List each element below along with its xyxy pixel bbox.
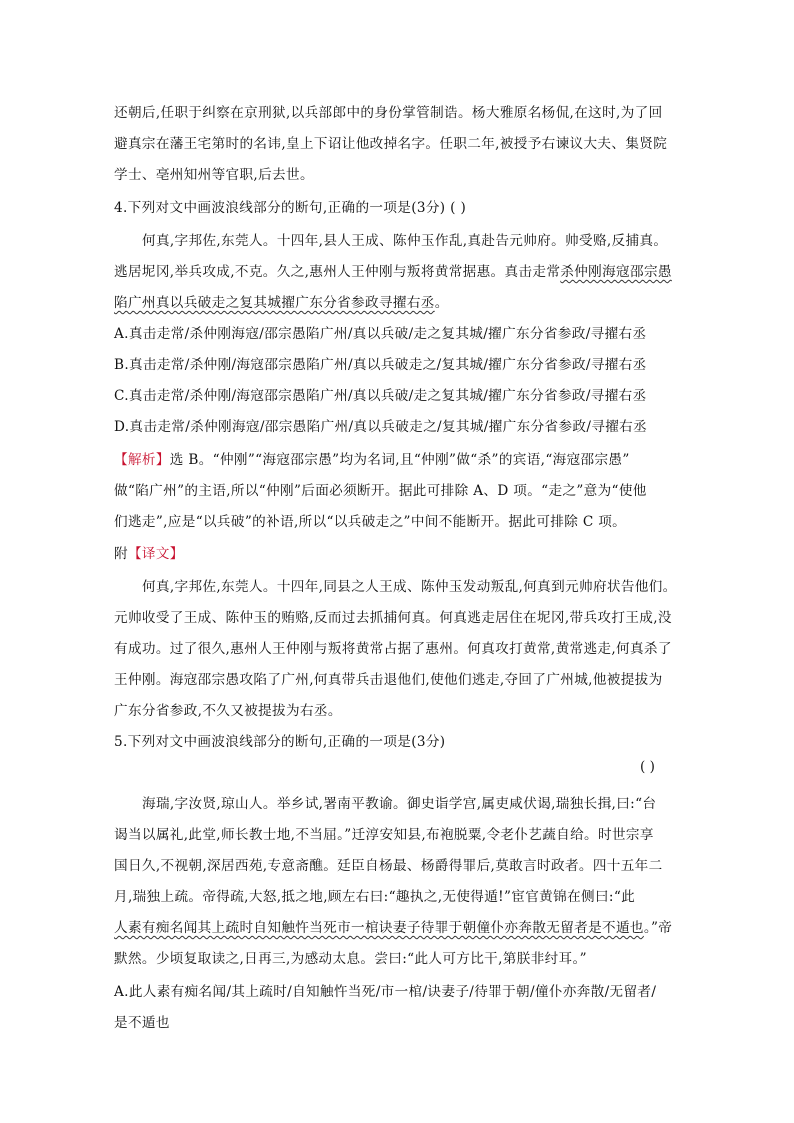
translation-line: 元帅收受了王成、陈仲玉的贿赂,反而过去抓捕何真。何真逃走居住在坭冈,带兵攻打王成,没 [114,610,672,626]
passage-line: 海瑞,字汝贤,琼山人。举乡试,署南平教谕。御史诣学宫,属吏咸伏谒,瑞独长揖,曰:“台 [142,796,657,812]
text-line: 避真宗在藩王宅第时的名讳,皇上下诏让他改掉名字。任职二年,被授予右谏议大夫、集贤院 [114,136,668,152]
passage-line [114,291,449,311]
option-a: A.此人素有痴名闻/其上疏时/自知触忤当死/市一棺/诀妻子/待罪于朝/僮仆亦奔散/无留者/ [114,984,657,1000]
translation-heading [114,542,184,562]
translation-line: 广东分省参政,不久又被提拔为右丞。 [114,703,342,719]
text-line: 学士、亳州知州等官职,后去世。 [114,167,314,183]
option-b: B.真击走常/杀仲刚/海寇邵宗愚陷广州/真以兵破走之/复其城/擢广东分省参政/寻擢右丞 [114,357,647,373]
passage-text: 。 [434,295,449,311]
text-line: 还朝后,任职于纠察在京刑狱,以兵部郎中的身份掌管制诰。杨大雅原名杨侃,在这时,为了回 [114,105,663,121]
passage-line [114,260,672,280]
wavy-underlined-text: 杀仲刚海寇邵宗愚 [560,264,672,280]
option-a-continued: 是不遁也 [114,1015,170,1031]
question-4-stem: 4.下列对文中画波浪线部分的断句,正确的一项是(3分) ( ) [114,200,467,216]
option-d: D.真击走常/杀仲刚海寇/邵宗愚陷广州/真以兵破走之/复其城/擢广东分省参政/寻擢右丞 [114,419,648,435]
passage-text: 。”帝 [643,920,673,936]
passage-text: 逃居坭冈,举兵攻成,不克。久之,惠州人王仲刚与叛将黄常据惠。真击走常 [114,264,561,280]
option-c: C.真击走常/杀仲刚/海寇邵宗愚陷广州/真以兵破/走之复其城/擢广东分省参政/寻擢右丞 [114,388,647,404]
analysis-line: 做“陷广州”的主语,所以“仲刚”后面必须断开。据此可排除 A、D 项。“走之”意为“使他 [114,483,647,499]
translation-tag: 【译文】 [127,546,184,562]
translation-prefix: 附 [114,546,128,562]
analysis-text: 选 B。“仲刚”“海寇邵宗愚”均为名词,且“仲刚”做“杀”的宾语,“海寇邵宗愚” [169,452,630,468]
question-5-stem: 5.下列对文中画波浪线部分的断句,正确的一项是(3分) [114,734,446,750]
passage-line: 月,瑞独上疏。帝得疏,大怒,抵之地,顾左右曰:“趣执之,无使得遁!”宦官黄锦在侧曰:“此 [114,889,636,905]
wavy-underlined-text: 陷广州真以兵破走之复其城擢广东分省参政寻擢右丞 [114,295,435,311]
wavy-underlined-text: 人素有痴名闻其上疏时自知触忤当死市一棺诀妻子待罪于朝僮仆亦奔散无留者是不遁也 [114,920,644,936]
analysis-line [114,448,630,468]
answer-parentheses: ( ) [640,759,655,775]
passage-line: 何真,字邦佐,东莞人。十四年,县人王成、陈仲玉作乱,真赴告元帅府。帅受赂,反捕真。 [142,233,668,249]
translation-line: 有成功。过了很久,惠州人王仲刚与叛将黄常占据了惠州。何真攻打黄常,黄常逃走,何真杀了 [114,641,672,657]
passage-line: 国日久,不视朝,深居西苑,专意斋醮。廷臣自杨最、杨爵得罪后,莫敢言时政者。四十五年二 [114,858,663,874]
analysis-line: 们逃走”,应是“以兵破”的补语,所以“以兵破走之”中间不能断开。据此可排除 C 项。 [114,514,627,530]
option-a: A.真击走常/杀仲刚海寇/邵宗愚陷广州/真以兵破/走之复其城/擢广东分省参政/寻擢右丞 [114,326,647,342]
translation-line: 何真,字邦佐,东莞人。十四年,同县之人王成、陈仲玉发动叛乱,何真到元帅府状告他们。 [142,579,677,595]
passage-line: 默然。少顷复取读之,日再三,为感动太息。尝曰:“此人可方比干,第朕非纣耳。” [114,951,587,967]
analysis-tag: 【解析】 [114,452,170,468]
translation-line: 王仲刚。海寇邵宗愚攻陷了广州,何真带兵击退他们,使他们逃走,夺回了广州城,他被提拔为 [114,672,663,688]
passage-line: 谒当以属礼,此堂,师长教士地,不当屈。”迁淳安知县,布袍脱粟,令老仆艺蔬自给。时世宗享 [114,827,654,843]
passage-line [114,916,672,936]
